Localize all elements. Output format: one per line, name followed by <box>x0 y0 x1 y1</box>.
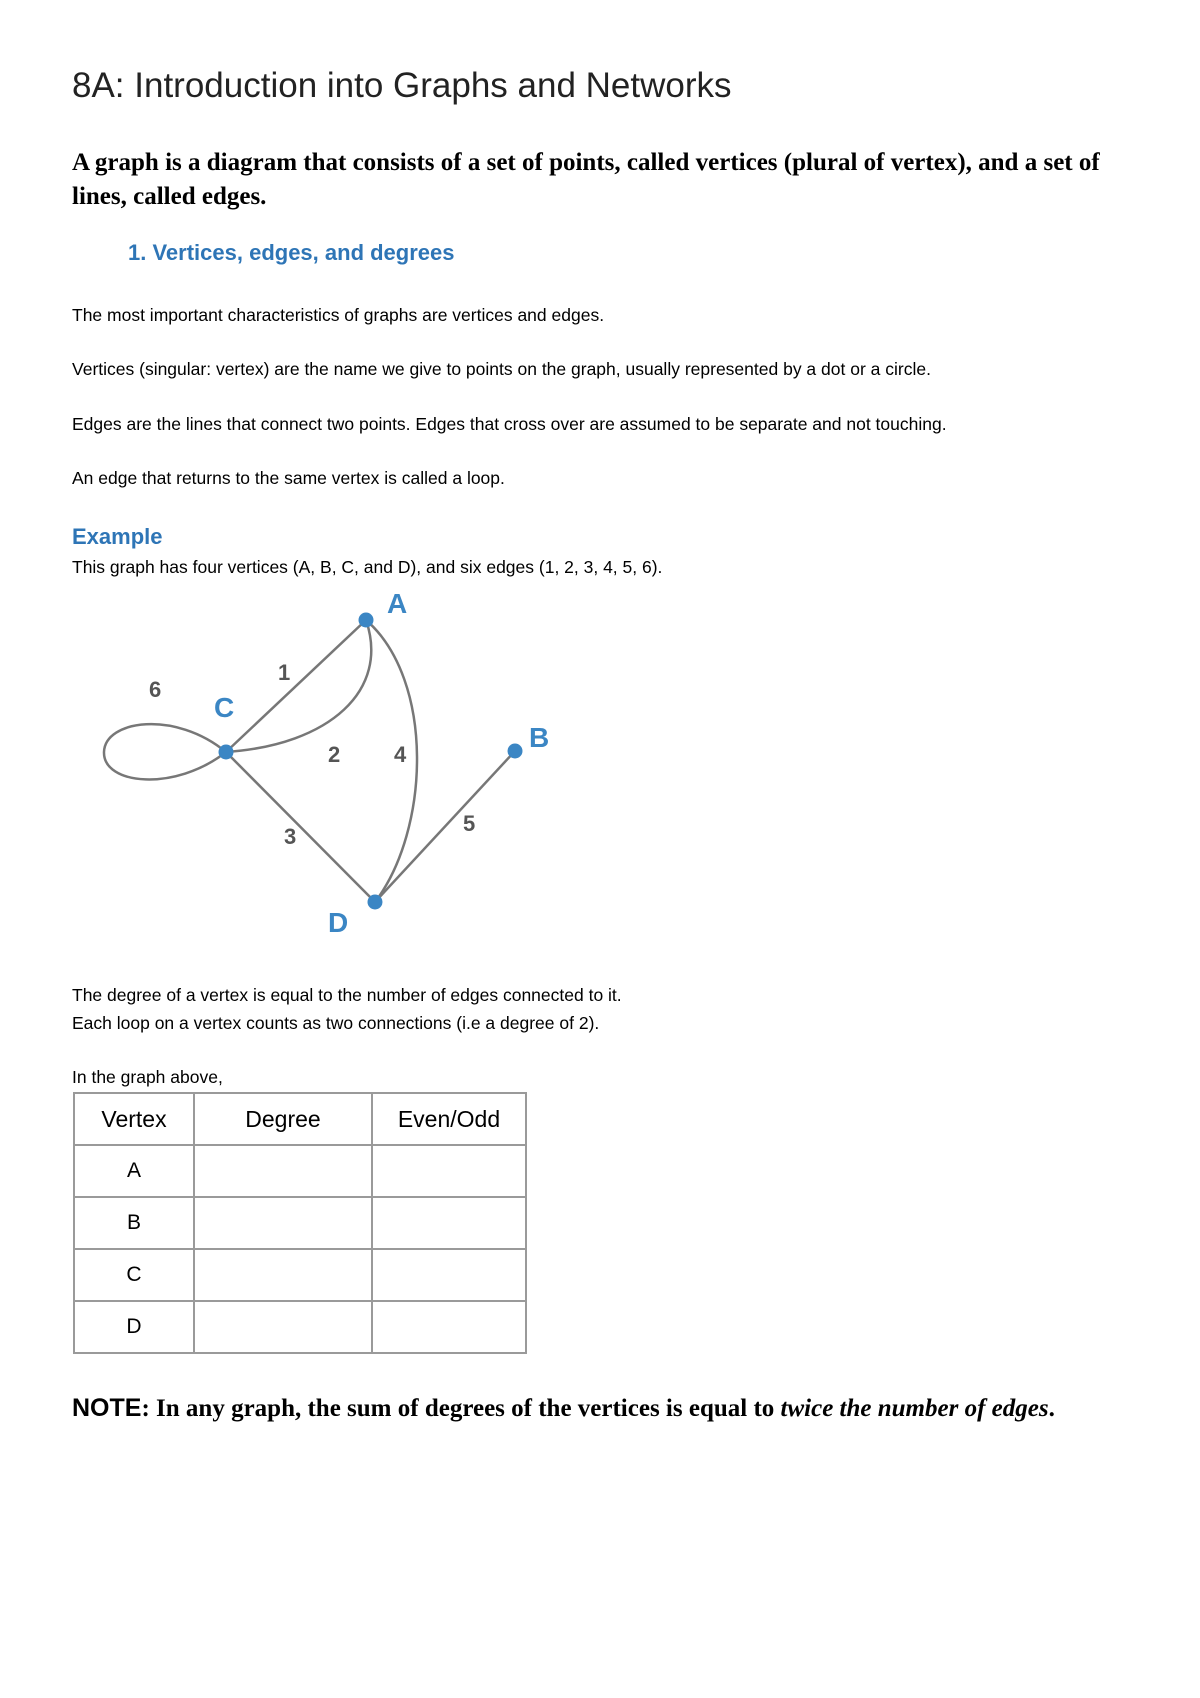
paragraph-loop: An edge that returns to the same vertex is called a loop. <box>72 468 505 488</box>
vertex-cell: D <box>74 1301 194 1353</box>
vertex-label-b: B <box>529 722 550 753</box>
edge-label-4: 4 <box>394 742 407 767</box>
paragraph-edges: Edges are the lines that connect two points. Edges that cross over are assumed to be separate and not touching. <box>72 414 947 434</box>
paragraph-vertices: Vertices (singular: vertex) are the name we give to points on the graph, usually represented by a dot or a circle. <box>72 359 931 379</box>
edge-3 <box>226 752 375 902</box>
page-title: 8A: Introduction into Graphs and Networks <box>72 66 732 105</box>
example-heading: Example <box>72 524 163 549</box>
table-row <box>74 1145 526 1197</box>
paragraph-characteristics: The most important characteristics of graphs are vertices and edges. <box>72 305 605 325</box>
vertex-cell: B <box>74 1197 194 1249</box>
note-end: . <box>1048 1395 1055 1422</box>
section-heading: 1. Vertices, edges, and degrees <box>128 240 455 265</box>
vertex-label-a: A <box>387 588 408 619</box>
edge-label-6: 6 <box>149 677 162 702</box>
note-paragraph <box>72 1390 1132 1427</box>
vertex-b-dot <box>508 744 523 759</box>
table-intro: In the graph above, <box>72 1067 223 1087</box>
table-row <box>74 1249 526 1301</box>
degree-cell[interactable] <box>194 1249 372 1301</box>
note-emphasis: twice the number of edges <box>780 1395 1049 1422</box>
vertex-cell: C <box>74 1249 194 1301</box>
edge-4 <box>366 620 417 902</box>
even-odd-cell[interactable] <box>372 1249 526 1301</box>
table-header-row <box>74 1093 526 1145</box>
degree-cell[interactable] <box>194 1145 372 1197</box>
edge-label-5: 5 <box>463 811 476 836</box>
graph-diagram <box>0 580 620 940</box>
vertex-label-c: C <box>214 692 235 723</box>
note-text: : In any graph, the sum of degrees of the vertices is equal to <box>141 1395 781 1422</box>
graph-definition: A graph is a diagram that consists of a set of points, called vertices (plural of vertex), and a set of lines, called edges. <box>72 149 1100 210</box>
table-row <box>74 1301 526 1353</box>
even-odd-cell[interactable] <box>372 1301 526 1353</box>
header-even-odd: Even/Odd <box>372 1093 526 1145</box>
degree-cell[interactable] <box>194 1197 372 1249</box>
vertex-label-d: D <box>328 907 349 938</box>
example-text: This graph has four vertices (A, B, C, and D), and six edges (1, 2, 3, 4, 5, 6). <box>72 557 663 577</box>
edge-5 <box>375 751 515 902</box>
edge-label-1: 1 <box>278 660 291 685</box>
edge-label-2: 2 <box>328 742 341 767</box>
edge-label-3: 3 <box>284 824 297 849</box>
header-degree: Degree <box>194 1093 372 1145</box>
loop-degree-note: Each loop on a vertex counts as two connections (i.e a degree of 2). <box>72 1013 600 1033</box>
vertex-c-dot <box>219 745 234 760</box>
degree-cell[interactable] <box>194 1301 372 1353</box>
edge-1 <box>226 620 366 752</box>
vertex-cell: A <box>74 1145 194 1197</box>
note-label: NOTE <box>72 1394 142 1422</box>
vertex-d-dot <box>368 895 383 910</box>
table-row <box>74 1197 526 1249</box>
even-odd-cell[interactable] <box>372 1145 526 1197</box>
even-odd-cell[interactable] <box>372 1197 526 1249</box>
header-vertex: Vertex <box>74 1093 194 1145</box>
degree-definition: The degree of a vertex is equal to the number of edges connected to it. <box>72 985 622 1005</box>
edge-6-loop <box>104 724 226 779</box>
vertex-a-dot <box>359 613 374 628</box>
degree-table <box>73 1092 527 1354</box>
